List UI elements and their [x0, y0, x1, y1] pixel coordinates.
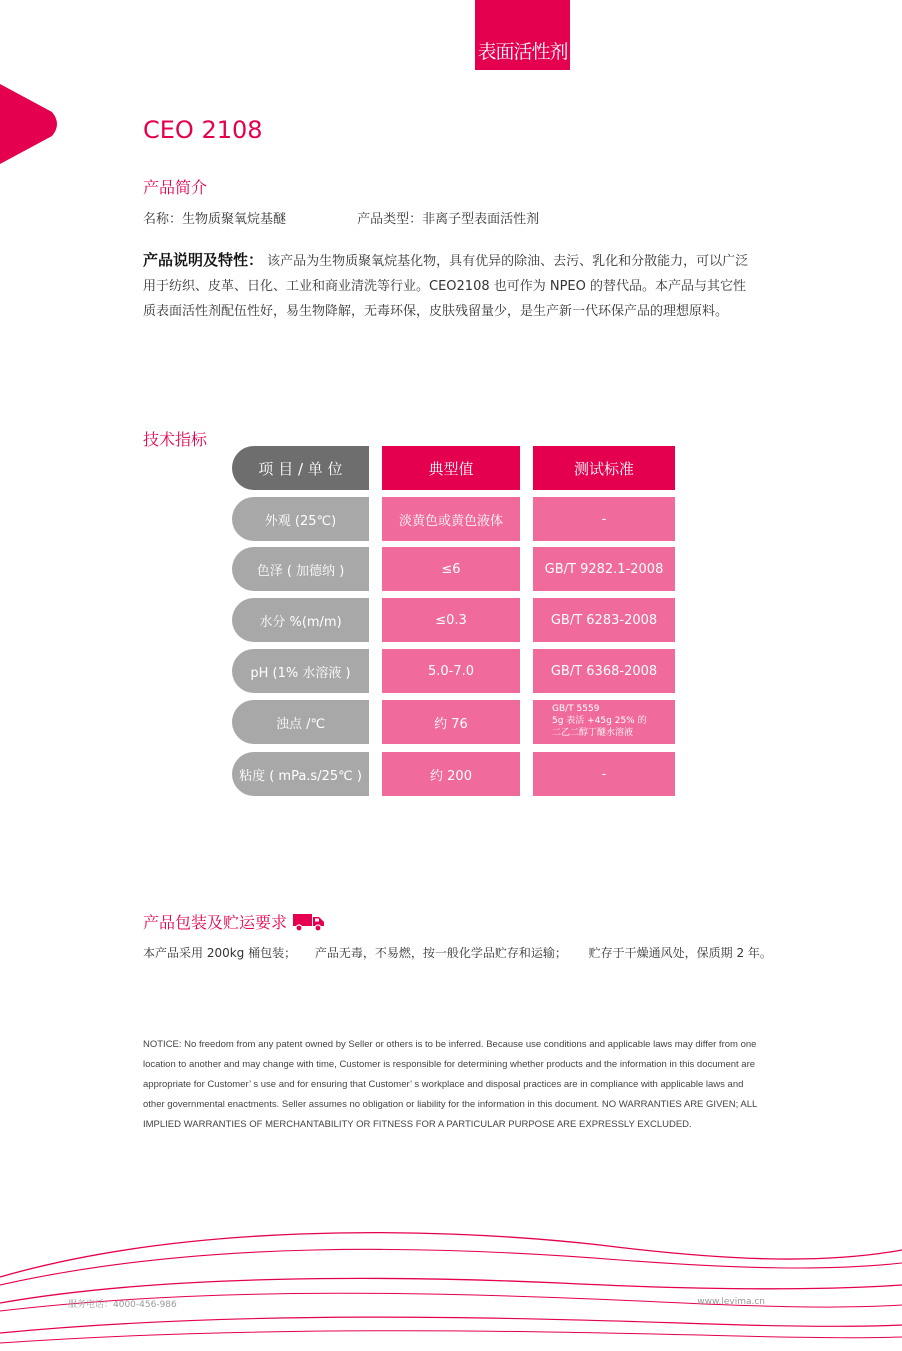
row-standard: - — [533, 752, 675, 796]
row-typical: 淡黄色或黄色液体 — [382, 497, 520, 541]
truck-icon — [293, 912, 325, 932]
packaging-item: 产品无毒，不易燃，按一般化学品贮存和运输； — [314, 946, 567, 960]
row-standard: GB/T 9282.1-2008 — [533, 547, 675, 591]
row-standard: GB/T 6283-2008 — [533, 598, 675, 642]
row-item: 色泽 ( 加德纳 ) — [232, 547, 369, 591]
row-typical: 5.0-7.0 — [382, 649, 520, 693]
row-item: 外观 (25℃) — [232, 497, 369, 541]
legal-notice: NOTICE: No freedom from any patent owned by Seller or others is to be inferred. Because use conditions and applicable laws may differ from one location to another and may change with time, Customer is responsible for determining whether products and the information in this document are appropriate for Customer’ s use and for ensuring that Customer’ s workplace and disposal practices are in compliance with applicable laws and other governmental enactments. Seller assumes no obligation or liability for the information in this document. NO WARRANTIES ARE GIVEN; ALL IMPLIED WARRANTIES OF MERCHANTABILITY OR FITNESS FOR A PARTICULAR PURPOSE ARE EXPRESSLY EXCLUDED. — [143, 1039, 757, 1130]
row-item: pH (1% 水溶液 ) — [232, 649, 369, 693]
row-item: 粘度 ( mPa.s/25℃ ) — [232, 752, 369, 796]
header-item: 项 目 / 单 位 — [232, 446, 369, 490]
row-typical: 约 200 — [382, 752, 520, 796]
product-description — [143, 248, 755, 324]
row-item: 浊点 /℃ — [232, 700, 369, 744]
row-item: 水分 %(m/m) — [232, 598, 369, 642]
product-meta — [143, 208, 539, 227]
description-label: 产品说明及特性： — [143, 251, 264, 269]
row-standard: GB/T 6368-2008 — [533, 649, 675, 693]
header-typical: 典型值 — [382, 446, 520, 490]
product-name: 名称：生物质聚氧烷基醚 — [143, 212, 287, 227]
specs-heading: 技术指标 — [143, 430, 208, 449]
packaging-heading: 产品包装及贮运要求 — [143, 913, 288, 932]
description-text: 该产品为生物质聚氧烷基化物，具有优异的除油、去污、乳化和分散能力，可以广泛用于纺织、皮革、日化、工业和商业清洗等行业。CEO2108 也可作为 NPEO 的替代品。本产品与其它性质表面活性剂配伍性好，易生物降解，无毒环保，皮肤残留量少，是生产新一代环保产品的理想原料。 — [143, 254, 749, 319]
footer-website: www.levima.cn — [697, 1297, 765, 1307]
intro-heading: 产品简介 — [143, 178, 208, 197]
packaging-item: 本产品采用 200kg 桶包装； — [143, 946, 297, 960]
product-title: CEO 2108 — [143, 116, 263, 144]
row-typical: ≤0.3 — [382, 598, 520, 642]
packaging-details — [143, 944, 772, 961]
category-tab: 表面活性剂 — [475, 0, 570, 70]
footer-phone: 服务电话：4000-456-986 — [68, 1300, 177, 1310]
row-typical: ≤6 — [382, 547, 520, 591]
packaging-item: 贮存于干燥通风处，保质期 2 年。 — [588, 946, 772, 960]
row-typical: 约 76 — [382, 700, 520, 744]
header-standard: 测试标准 — [533, 446, 675, 490]
product-type: 产品类型：非离子型表面活性剂 — [357, 212, 540, 227]
row-standard: GB/T 5559 5g 表活 +45g 25% 的 二乙二醇丁醚水溶液 — [533, 700, 675, 744]
footer-wave-decoration — [0, 1205, 902, 1351]
packaging-heading-row — [143, 910, 325, 933]
row-standard: - — [533, 497, 675, 541]
corner-arrow-decoration — [0, 84, 62, 164]
